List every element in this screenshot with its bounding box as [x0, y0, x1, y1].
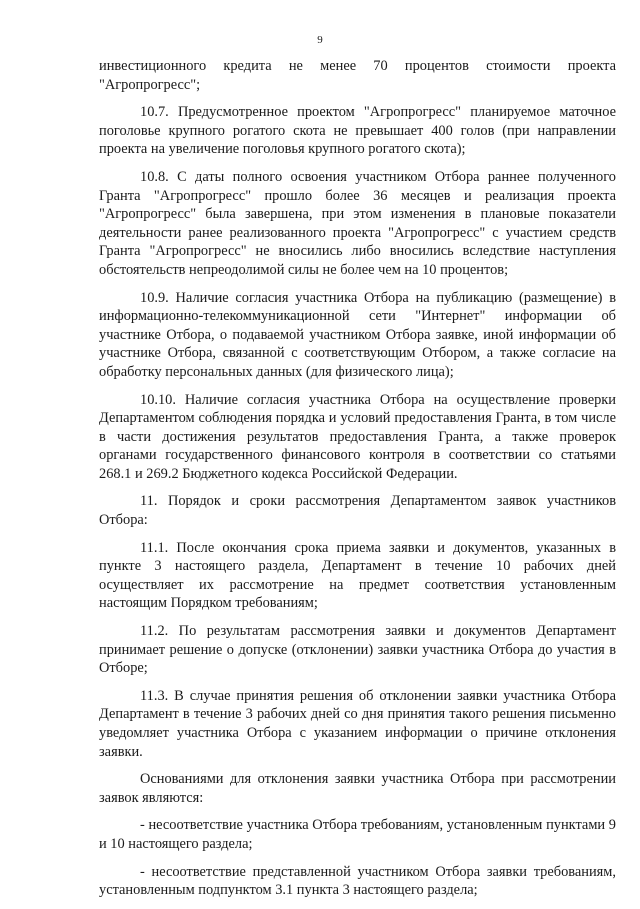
paragraph-10-8: 10.8. С даты полного освоения участником Отбора раннее полученного Гранта "Агропрогресс" прошло более 36 месяцев и реализация проекта "Агропрогресс" была завершена, при этом изменения в плановые показатели деятельности ранее реализованного проекта "Агропрогресс" с участием средств Гранта "Агропрогресс" не вносились либо вносились вследствие наступления обстоятельств непреодолимой силы не более чем на 10 процентов; — [99, 168, 616, 278]
paragraph-rejection-grounds: Основаниями для отклонения заявки участника Отбора при рассмотрении заявок являются: — [99, 771, 616, 806]
paragraph-10-10: 10.10. Наличие согласия участника Отбора на осуществление проверки Департаментом соблюдения порядка и условий предоставления Гранта, в том числе в части достижения результатов предоставления Гранта, а также проверок органами государственного финансового контроля в соответствии со статьями 268.1 и 269.2 Бюджетного кодекса Российской Федерации. — [99, 391, 616, 482]
list-item-ground-1: - несоответствие участника Отбора требованиям, установленным пунктами 9 и 10 настоящего раздела; — [99, 817, 616, 852]
paragraph-11-1: 11.1. После окончания срока приема заявки и документов, указанных в пункте 3 настоящего раздела, Департамент в течение 10 рабочих дней осуществляет их рассмотрение на предмет соответствия установленным настоящим Порядком требованиям; — [99, 539, 616, 612]
paragraph-10-9: 10.9. Наличие согласия участника Отбора на публикацию (размещение) в информационно-телекоммуникационной сети "Интернет" информации об участнике Отбора, о подаваемой участником Отбора заявке, иной информации об участнике Отбора, связанной с соответствующим Отбором, а также согласие на обработку персональных данных (для физического лица); — [99, 289, 616, 380]
document-body — [99, 57, 616, 909]
page-number: 9 — [317, 34, 323, 46]
paragraph-10-7: 10.7. Предусмотренное проектом "Агропрогресс" планируемое маточное поголовье крупного рогатого скота не превышает 400 голов (при направлении проекта на увеличение поголовья крупного рогатого скота); — [99, 104, 616, 158]
list-item-ground-2: - несоответствие представленной участником Отбора заявки требованиям, установленным подпунктом 3.1 пункта 3 настоящего раздела; — [99, 863, 616, 899]
paragraph-11-2: 11.2. По результатам рассмотрения заявки и документов Департамент принимает решение о допуске (отклонении) заявки участника Отбора до участия в Отборе; — [99, 623, 616, 677]
paragraph-11-3: 11.3. В случае принятия решения об отклонении заявки участника Отбора Департамент в течение 3 рабочих дней со дня принятия такого решения письменно уведомляет участника Отбора с указанием информации о причине отклонения заявки. — [99, 687, 616, 760]
paragraph-continuation: инвестиционного кредита не менее 70 процентов стоимости проекта "Агропрогресс"; — [99, 58, 616, 93]
paragraph-11: 11. Порядок и сроки рассмотрения Департаментом заявок участников Отбора: — [99, 493, 616, 529]
